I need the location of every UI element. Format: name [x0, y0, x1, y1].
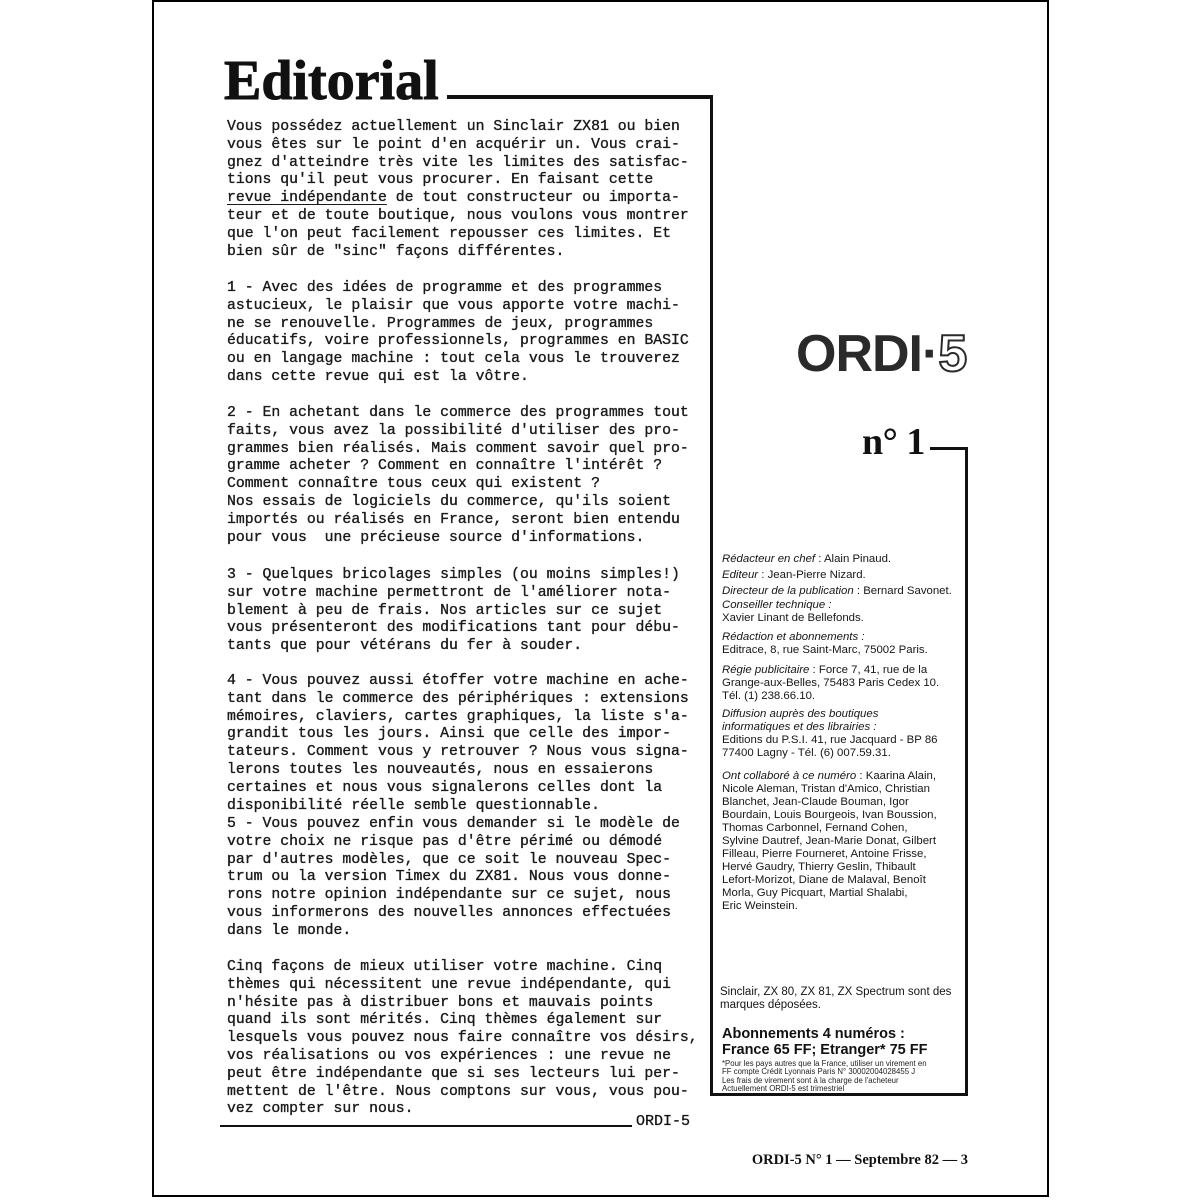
text-line: tions qu'il peut vous procurer. En faisant cette [227, 172, 654, 189]
note-line: Actuellement ORDI-5 est trimestriel [722, 1083, 845, 1093]
masthead-text: 77400 Lagny - Tél. (6) 007.59.31. [722, 747, 891, 759]
text-line: teur et de toute boutique, nous voulons vous montrer [227, 207, 689, 224]
masthead-entry [722, 553, 952, 566]
masthead-line [722, 708, 952, 721]
text-line: n'hésite pas à distribuer bons et mauvais points [227, 994, 654, 1011]
text-line: disponibilité réelle semble questionnable. [227, 797, 600, 814]
masthead-label: informatiques et des librairies : [722, 721, 877, 733]
subscription-notes [722, 1060, 927, 1093]
text-line: importés ou réalisés en France, seront bien entendu [227, 511, 680, 528]
text-line: dans cette revue qui est la vôtre. [227, 368, 529, 385]
masthead-text: Eric Weinstein. [722, 900, 798, 912]
masthead-label: Conseiller technique : [722, 599, 832, 611]
masthead-text: Editrace, 8, rue Saint-Marc, 75002 Paris. [722, 644, 928, 656]
text-line: vos réalisations ou vos expériences : une revue ne [227, 1047, 671, 1064]
masthead-text: Bourdain, Louis Bourgeois, Ivan Boussion, [722, 809, 937, 821]
text-line: trum ou la version Timex du ZX81. Nous vous donne- [227, 869, 671, 886]
masthead-entry [722, 708, 952, 760]
masthead-text: : Force 7, 41, rue de la [809, 664, 928, 676]
editorial-paragraph [227, 673, 689, 815]
masthead-line [722, 861, 952, 874]
text-line: vous informerons des nouvelles annonces effectuées [227, 904, 671, 921]
text-line: blement à peu de frais. Nos articles sur ce sujet [227, 602, 663, 619]
text-line: dans le monde. [227, 922, 352, 939]
masthead-text: Thomas Carbonnel, Fernand Cohen, [722, 822, 908, 834]
logo-text: ORDI [796, 325, 922, 383]
text-line: quand ils sont mérités. Cinq thèmes également sur [227, 1012, 663, 1029]
text-line: astucieux, le plaisir que vous apporte votre machi- [227, 297, 680, 314]
masthead-entry [722, 664, 952, 703]
masthead-label: Régie publicitaire [722, 664, 810, 676]
masthead-line [722, 631, 952, 644]
masthead-text: Nicole Aleman, Tristan d'Amico, Christian [722, 783, 930, 795]
page-title: Editorial [224, 50, 439, 112]
masthead-line [722, 585, 952, 598]
masthead-text: Sylvine Dautref, Jean-Marie Donat, Gilbert [722, 835, 936, 847]
signature-rule [220, 1125, 632, 1127]
text-line: Cinq façons de mieux utiliser votre machine. Cinq [227, 959, 663, 975]
editorial-paragraph [227, 280, 689, 387]
masthead-text: : Kaarina Alain, [856, 770, 937, 782]
masthead-line [722, 747, 952, 760]
title-rule [447, 95, 713, 99]
trademark-line: Sinclair, ZX 80, ZX 81, ZX Spectrum sont des [720, 986, 952, 998]
text-line: Vous possédez actuellement un Sinclair ZX81 ou bien [227, 119, 680, 135]
editorial-paragraph [227, 119, 689, 261]
text-line: tant dans le commerce des périphériques : extensions [227, 690, 689, 707]
text-line: thèmes qui nécessitent une revue indépendante, qui [227, 976, 671, 993]
masthead-line [722, 690, 952, 703]
editorial-signature: ORDI-5 [636, 1113, 691, 1130]
masthead-text: Grange-aux-Belles, 75483 Paris Cedex 10. [722, 677, 940, 689]
masthead-entry [722, 569, 952, 582]
text-line: 4 - Vous pouvez aussi étoffer votre machine en ache- [227, 673, 689, 689]
text-line: éducatifs, voire professionnels, programmes en BASIC [227, 333, 689, 350]
text-line: 2 - En achetant dans le commerce des programmes tout [227, 405, 689, 421]
magazine-logo [796, 325, 967, 383]
masthead-line [722, 677, 952, 690]
masthead-entry [722, 631, 952, 657]
masthead-line [722, 796, 952, 809]
masthead-line [722, 734, 952, 747]
text-run: de tout constructeur ou importa- [386, 190, 680, 207]
text-line: vez compter sur nous. [227, 1101, 414, 1118]
text-line: bien sûr de "sinc" façons différentes. [227, 243, 565, 260]
masthead-text: : Alain Pinaud. [815, 553, 892, 565]
masthead-line [722, 569, 952, 582]
text-line: par d'autres modèles, que ce soit le nouveau Spec- [227, 851, 671, 868]
masthead-line [722, 848, 952, 861]
subscription-prices: France 65 FF; Etranger* 75 FF [722, 1042, 928, 1058]
text-line: lerons toutes les nouveautés, nous en essaierons [227, 761, 654, 778]
text-line: faits, vous avez la possibilité d'utiliser des pro- [227, 422, 680, 439]
text-line: ou en langage machine : tout cela vous le trouverez [227, 351, 680, 368]
text-line: lesquels vous pouvez nous faire connaître vos désirs, [227, 1030, 698, 1047]
masthead-text: Xavier Linant de Bellefonds. [722, 612, 864, 624]
text-line: grammes bien réalisés. Mais comment savoir quel pro- [227, 440, 689, 457]
text-line: mémoires, claviers, cartes graphiques, la liste s'a- [227, 708, 689, 725]
masthead-line [722, 887, 952, 900]
text-line: ne se renouvelle. Programmes de jeux, programmes [227, 315, 654, 332]
masthead-text: Editions du P.S.I. 41, rue Jacquard - BP 86 [722, 734, 938, 746]
text-line: tants que pour vétérans du fer à souder. [227, 638, 583, 655]
masthead-line [722, 612, 952, 625]
masthead-line [722, 822, 952, 835]
masthead [722, 553, 952, 913]
masthead-line [722, 835, 952, 848]
editorial-paragraph [227, 567, 680, 656]
masthead-label: Rédacteur en chef [722, 553, 816, 565]
text-line: Comment connaître tous ceux qui existent ? [227, 476, 600, 493]
text-line: vous présenteront des modifications tant pour débu- [227, 620, 680, 637]
masthead-label: Ont collaboré à ce numéro [722, 770, 857, 782]
masthead-label: Directeur de la publication [722, 585, 854, 597]
masthead-entry [722, 599, 952, 625]
masthead-label: Diffusion auprès des boutiques [722, 708, 879, 720]
masthead-text: Hervé Gaudry, Thierry Geslin, Thibault [722, 861, 916, 873]
text-line: gramme acheter ? Comment en connaître l'intérêt ? [227, 458, 663, 475]
column-divider [710, 95, 713, 1096]
text-line: vous êtes sur le point d'en acquérir un. Vous crai- [227, 136, 680, 153]
masthead-entry [722, 770, 952, 913]
masthead-text: Morla, Guy Picquart, Martial Shalabi, [722, 887, 908, 899]
masthead-text: Blanchet, Jean-Claude Bouman, Igor [722, 796, 909, 808]
text-line: pour vous une précieuse source d'informations. [227, 529, 645, 546]
logo-number: 5 [938, 325, 967, 383]
masthead-line [722, 553, 952, 566]
masthead-line [722, 809, 952, 822]
text-line: mettent de l'être. Nous comptons sur vous, vous pou- [227, 1083, 689, 1100]
issue-rule [930, 447, 968, 450]
masthead-line [722, 599, 952, 612]
text-line: rons notre opinion indépendante sur ce sujet, nous [227, 887, 671, 904]
text-line: 1 - Avec des idées de programme et des programmes [227, 280, 663, 296]
text-line: grandit tous les jours. Ainsi que celle des impor- [227, 726, 671, 743]
masthead-label: Rédaction et abonnements : [722, 631, 865, 643]
masthead-line [722, 721, 952, 734]
masthead-line [722, 783, 952, 796]
text-line: tateurs. Comment vous y retrouver ? Nous vous signa- [227, 744, 689, 761]
text-line: peut être indépendante que si ses lecteurs lui per- [227, 1065, 680, 1082]
text-line: 3 - Quelques bricolages simples (ou moins simples!) [227, 567, 680, 583]
text-line: sur votre machine permettront de l'améliorer nota- [227, 584, 671, 601]
text-line [227, 190, 689, 208]
masthead-text: Filleau, Pierre Fourneret, Antoine Frisse, [722, 848, 927, 860]
masthead-line [722, 664, 952, 677]
underlined-text: revue indépendante [227, 190, 387, 207]
masthead-entry [722, 585, 952, 598]
masthead-text: Tél. (1) 238.66.10. [722, 690, 816, 702]
text-line: certaines et nous vous signalerons celles dont la [227, 779, 663, 796]
masthead-line [722, 874, 952, 887]
note-line: FF compte Crédit Lyonnais Paris N° 30002004028455 J [722, 1067, 916, 1077]
masthead-line [722, 900, 952, 913]
text-line: Nos essais de logiciels du commerce, qu'ils soient [227, 493, 671, 510]
masthead-text: : Jean-Pierre Nizard. [758, 569, 866, 581]
masthead-line [722, 644, 952, 657]
text-line: que l'on peut facilement repousser ces limites. Et [227, 225, 671, 242]
trademark-line: marques déposées. [720, 999, 822, 1011]
masthead-right-rule [965, 447, 968, 1096]
page-footer: ORDI-5 N° 1 — Septembre 82 — 3 [751, 1152, 968, 1168]
masthead-line [722, 770, 952, 783]
note-line: Les frais de virement sont à la charge de l'acheteur [722, 1075, 899, 1085]
text-line: 5 - Vous pouvez enfin vous demander si le modèle de [227, 816, 680, 832]
masthead-bottom-rule [710, 1093, 968, 1096]
editorial-paragraph [227, 816, 680, 941]
logo-separator: · [922, 325, 939, 383]
masthead-text: : Bernard Savonet. [853, 585, 952, 597]
subscription-heading: Abonnements 4 numéros : [722, 1026, 905, 1042]
text-line: votre choix ne risque pas d'être périmé ou démodé [227, 833, 663, 850]
text-line: gnez d'atteindre très vite les limites des satisfac- [227, 154, 689, 171]
masthead-label: Editeur [722, 569, 759, 581]
issue-number: n° 1 [862, 421, 925, 463]
editorial-paragraph [227, 405, 689, 547]
trademark-notice [720, 986, 951, 1012]
editorial-paragraph [227, 959, 698, 1119]
note-line: *Pour les pays autres que la France, utiliser un virement en [722, 1059, 927, 1068]
masthead-text: Lefort-Morizot, Diane de Malaval, Benoît [722, 874, 926, 886]
subscription-block [722, 1026, 927, 1058]
